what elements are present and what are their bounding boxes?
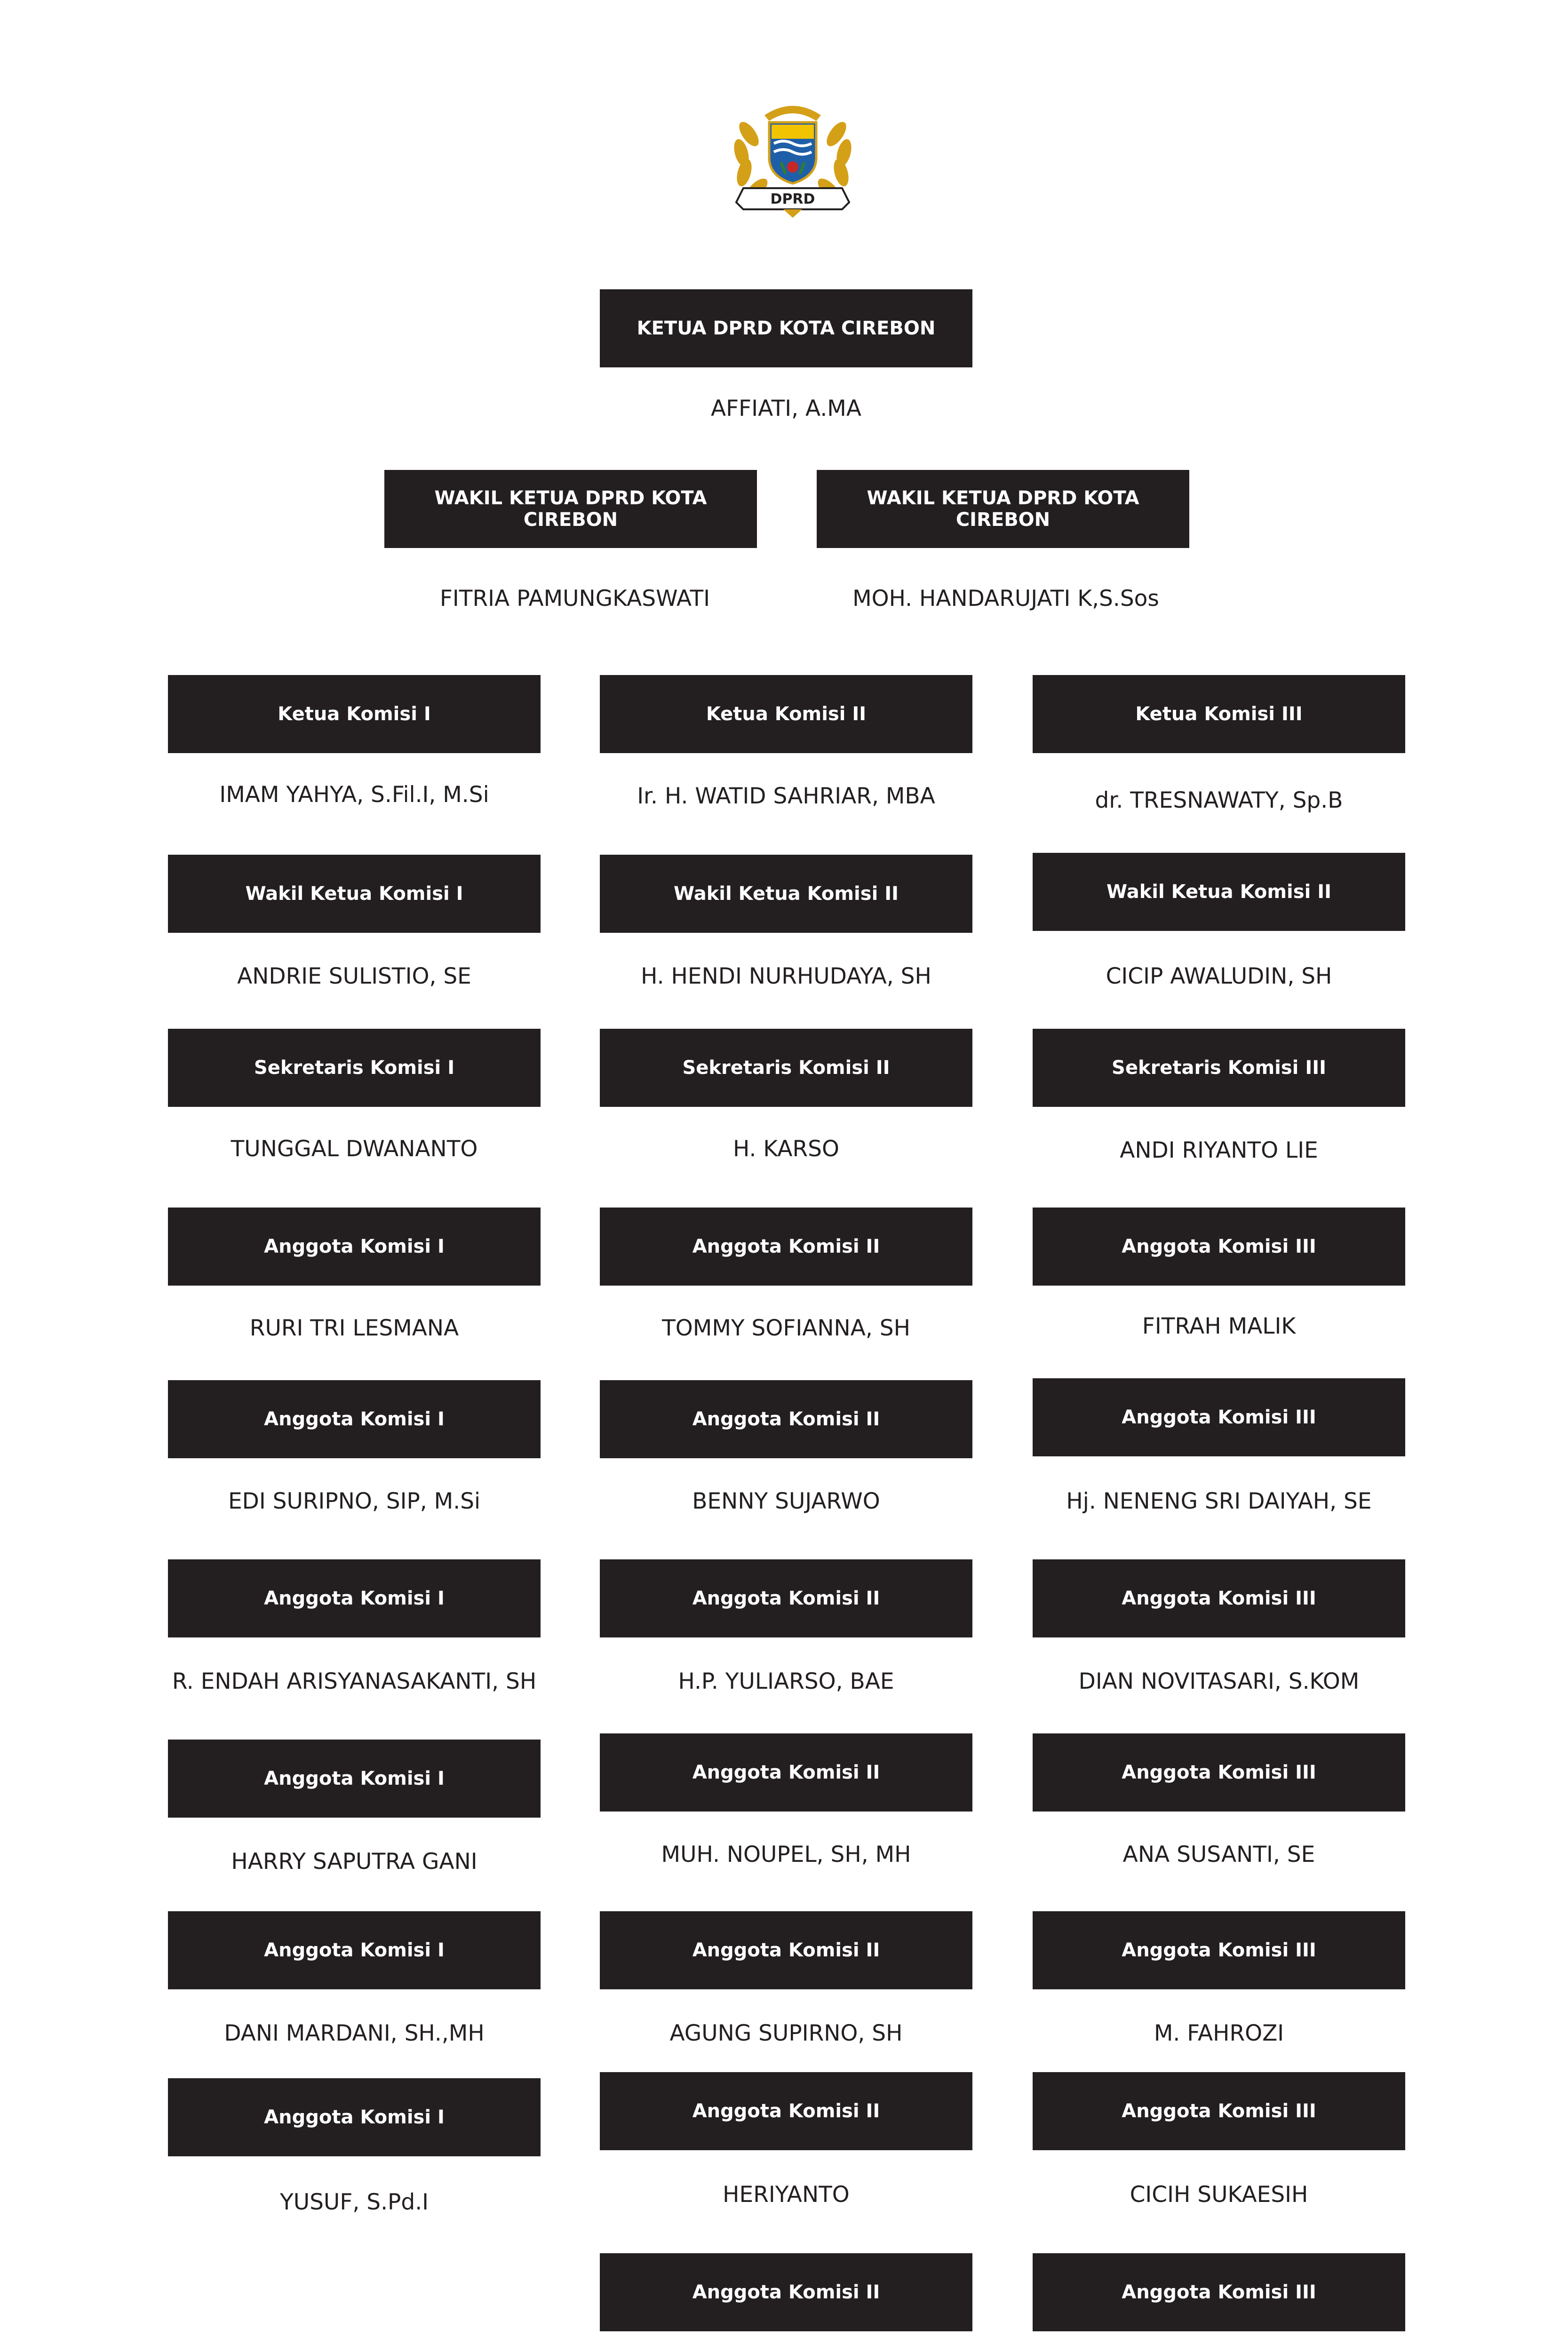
komisi-3-anggota-3-card	[1033, 1559, 1405, 1637]
komisi-1-sekretaris-card	[168, 1029, 541, 1107]
komisi-1-ketua-name: IMAM YAHYA, S.Fil.I, M.Si	[219, 782, 489, 808]
role-title: Anggota Komisi III	[1122, 1762, 1316, 1783]
komisi-2-sekretaris-card	[600, 1029, 972, 1107]
komisi-1-anggota-5-card	[168, 1911, 541, 1989]
role-title: Anggota Komisi I	[264, 2106, 445, 2128]
komisi-1-anggota-1-name: RURI TRI LESMANA	[249, 1315, 459, 1341]
komisi-1-anggota-6-name: YUSUF, S.Pd.I	[279, 2189, 429, 2215]
komisi-3-ketua-name: dr. TRESNAWATY, Sp.B	[1095, 787, 1343, 813]
komisi-1-ketua-card	[168, 675, 541, 753]
role-title: Anggota Komisi II	[692, 1588, 880, 1609]
wakil-ketua-1-name: FITRIA PAMUNGKASWATI	[439, 586, 710, 612]
komisi-2-ketua-card	[600, 675, 972, 753]
role-title: Ketua Komisi II	[706, 703, 867, 725]
komisi-2-ketua-name: Ir. H. WATID SAHRIAR, MBA	[637, 783, 935, 809]
wakil-ketua-2-title: WAKIL KETUA DPRD KOTA CIREBON	[867, 487, 1139, 531]
komisi-1-wakil-card	[168, 855, 541, 933]
komisi-3-anggota-4-card	[1033, 1733, 1405, 1812]
komisi-1-anggota-2-name: EDI SURIPNO, SIP, M.Si	[228, 1488, 481, 1514]
komisi-3-anggota-5-name: M. FAHROZI	[1154, 2020, 1284, 2046]
komisi-3-anggota-4-name: ANA SUSANTI, SE	[1122, 1842, 1315, 1867]
role-title: Anggota Komisi II	[692, 1236, 880, 1257]
dprd-logo	[724, 96, 861, 219]
role-title: Anggota Komisi I	[264, 1408, 445, 1430]
role-title: Anggota Komisi I	[264, 1939, 445, 1961]
komisi-2-anggota-5-name: AGUNG SUPIRNO, SH	[669, 2020, 903, 2046]
role-title: Anggota Komisi III	[1122, 1406, 1316, 1428]
role-title: Anggota Komisi III	[1122, 1939, 1316, 1961]
role-title: Anggota Komisi III	[1122, 2281, 1316, 2303]
role-title: Anggota Komisi II	[692, 2281, 880, 2303]
komisi-2-anggota-4-card	[600, 1733, 972, 1812]
komisi-2-anggota-1-name: TOMMY SOFIANNA, SH	[662, 1315, 910, 1341]
wakil-ketua-2-title-card	[817, 470, 1189, 548]
komisi-3-anggota-2-card	[1033, 1378, 1405, 1456]
role-title: Sekretaris Komisi II	[682, 1057, 890, 1079]
logo-text: DPRD	[770, 191, 815, 207]
role-title: Wakil Ketua Komisi I	[245, 883, 463, 905]
komisi-1-anggota-1-card	[168, 1208, 541, 1286]
role-title: Anggota Komisi I	[264, 1768, 445, 1789]
komisi-2-anggota-3-name: H.P. YULIARSO, BAE	[678, 1669, 894, 1694]
role-title: Anggota Komisi II	[692, 2100, 880, 2122]
ketua-title: KETUA DPRD KOTA CIREBON	[637, 318, 936, 339]
komisi-3-anggota-6-card	[1033, 2072, 1405, 2150]
komisi-2-anggota-2-card	[600, 1380, 972, 1458]
komisi-1-anggota-2-card	[168, 1380, 541, 1458]
komisi-2-sekretaris-name: H. KARSO	[732, 1136, 840, 1162]
komisi-2-wakil-name: H. HENDI NURHUDAYA, SH	[641, 963, 931, 989]
komisi-3-ketua-card	[1033, 675, 1405, 753]
komisi-2-wakil-card	[600, 855, 972, 933]
role-title: Wakil Ketua Komisi II	[1106, 881, 1331, 903]
komisi-2-anggota-4-name: MUH. NOUPEL, SH, MH	[661, 1842, 911, 1867]
role-title: Anggota Komisi III	[1122, 2100, 1316, 2122]
komisi-2-anggota-6-card	[600, 2072, 972, 2150]
role-title: Anggota Komisi I	[264, 1236, 445, 1257]
komisi-3-anggota-7-card	[1033, 2253, 1405, 2331]
wakil-ketua-2-name: MOH. HANDARUJATI K,S.Sos	[852, 586, 1159, 612]
komisi-3-anggota-1-name: FITRAH MALIK	[1142, 1313, 1296, 1339]
role-title: Anggota Komisi III	[1122, 1588, 1316, 1609]
komisi-3-wakil-card	[1033, 853, 1405, 931]
wakil-ketua-1-title: WAKIL KETUA DPRD KOTA CIREBON	[434, 487, 707, 531]
komisi-2-anggota-1-card	[600, 1208, 972, 1286]
role-title: Sekretaris Komisi I	[254, 1057, 455, 1079]
komisi-3-anggota-2-name: Hj. NENENG SRI DAIYAH, SE	[1066, 1488, 1372, 1514]
role-title: Wakil Ketua Komisi II	[674, 883, 899, 905]
role-title: Anggota Komisi II	[692, 1408, 880, 1430]
role-title: Anggota Komisi I	[264, 1588, 445, 1609]
komisi-1-anggota-3-card	[168, 1559, 541, 1637]
wakil-ketua-1-title-card	[384, 470, 757, 548]
ketua-title-card	[600, 289, 972, 367]
komisi-2-anggota-5-card	[600, 1911, 972, 1989]
komisi-3-anggota-6-name: CICIH SUKAESIH	[1130, 2182, 1308, 2208]
komisi-3-sekretaris-card	[1033, 1029, 1405, 1107]
ketua-name: AFFIATI, A.MA	[710, 396, 861, 421]
komisi-3-anggota-5-card	[1033, 1911, 1405, 1989]
komisi-3-sekretaris-name: ANDI RIYANTO LIE	[1120, 1137, 1318, 1163]
role-title: Anggota Komisi II	[692, 1762, 880, 1783]
komisi-3-wakil-name: CICIP AWALUDIN, SH	[1106, 963, 1332, 989]
komisi-2-anggota-3-card	[600, 1559, 972, 1637]
komisi-1-anggota-3-name: R. ENDAH ARISYANASAKANTI, SH	[172, 1669, 537, 1694]
komisi-1-wakil-name: ANDRIE SULISTIO, SE	[237, 963, 471, 989]
komisi-2-anggota-6-name: HERIYANTO	[723, 2182, 850, 2208]
komisi-1-anggota-5-name: DANI MARDANI, SH.,MH	[224, 2020, 485, 2046]
komisi-2-anggota-2-name: BENNY SUJARWO	[692, 1488, 880, 1514]
role-title: Anggota Komisi II	[692, 1939, 880, 1961]
komisi-1-anggota-4-card	[168, 1740, 541, 1818]
role-title: Ketua Komisi III	[1135, 703, 1303, 725]
komisi-3-anggota-3-name: DIAN NOVITASARI, S.KOM	[1078, 1669, 1360, 1694]
komisi-3-anggota-1-card	[1033, 1208, 1405, 1286]
komisi-1-sekretaris-name: TUNGGAL DWANANTO	[231, 1136, 478, 1162]
komisi-1-anggota-4-name: HARRY SAPUTRA GANI	[231, 1849, 478, 1875]
role-title: Sekretaris Komisi III	[1112, 1057, 1326, 1079]
komisi-2-anggota-7-card	[600, 2253, 972, 2331]
role-title: Ketua Komisi I	[278, 703, 431, 725]
role-title: Anggota Komisi III	[1122, 1236, 1316, 1257]
komisi-1-anggota-6-card	[168, 2078, 541, 2156]
